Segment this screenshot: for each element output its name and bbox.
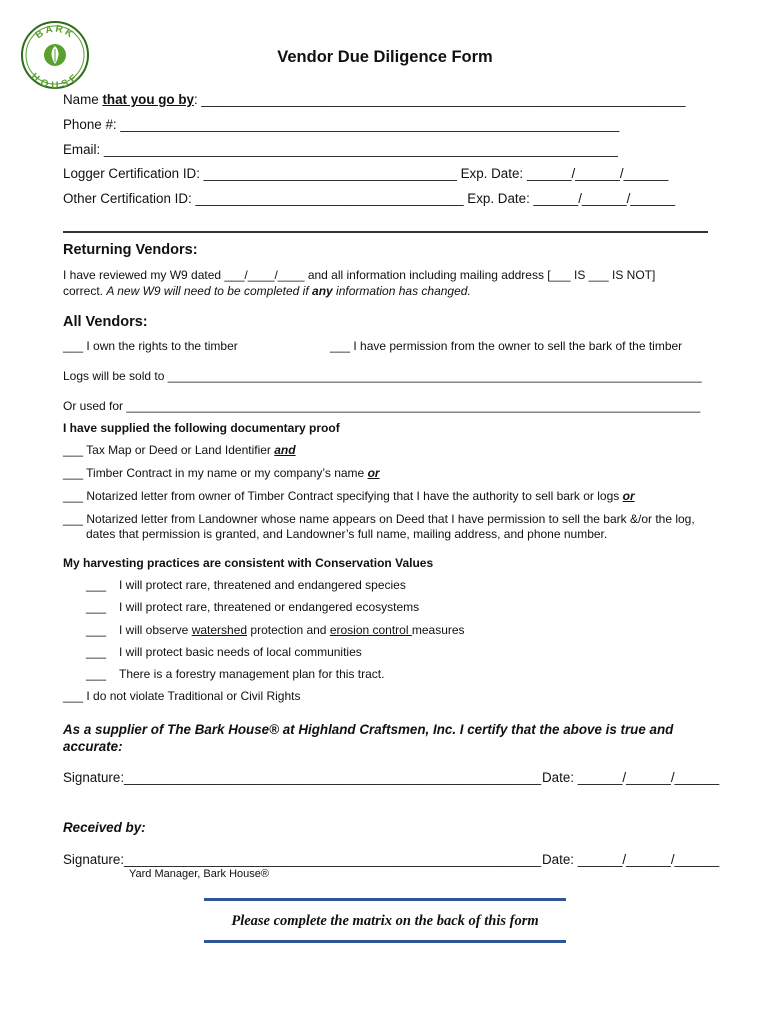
- practice-blank[interactable]: ___: [86, 578, 107, 592]
- practice-watershed: I will observe watershed protection and erosion control measures: [119, 623, 465, 637]
- practice-blank[interactable]: ___: [86, 645, 107, 659]
- logs-sold-to-field[interactable]: Logs will be sold to ________________________________________________________________________________: [63, 369, 702, 383]
- used-for-field[interactable]: Or used for ______________________________________________________________________________________: [63, 399, 701, 413]
- practice-species: I will protect rare, threatened and endangered species: [119, 578, 406, 592]
- all-vendors-heading: All Vendors:: [63, 314, 148, 330]
- note-top-rule: [204, 898, 566, 901]
- manager-signature-field[interactable]: Signature:________________________________________________________: [63, 852, 542, 867]
- vendor-date-field[interactable]: Date: ______/______/______: [542, 770, 720, 785]
- note-bottom-rule: [204, 940, 566, 943]
- back-matrix-note: Please complete the matrix on the back of this form: [231, 913, 539, 929]
- owner-permission-checkbox[interactable]: ___ I have permission from the owner to sell the bark of the timber: [330, 339, 683, 353]
- proof-notarized-landowner-cont: dates that permission is granted, and Landowner’s full name, mailing address, and phone number.: [86, 527, 608, 541]
- practices-heading: My harvesting practices are consistent with Conservation Values: [63, 556, 434, 570]
- proof-notarized-landowner[interactable]: ___ Notarized letter from Landowner whose name appears on Deed that I have permission to sell the bark &/or the log,: [63, 512, 695, 526]
- w9-note-line: correct. A new W9 will need to be completed if any information has changed.: [63, 284, 471, 298]
- received-by-heading: Received by:: [63, 820, 146, 835]
- proof-tax-map[interactable]: ___ Tax Map or Deed or Land Identifier and: [63, 443, 296, 457]
- practice-civil-rights[interactable]: ___ I do not violate Traditional or Civil Rights: [63, 689, 301, 703]
- practice-blank[interactable]: ___: [86, 667, 107, 681]
- yard-manager-caption: Yard Manager, Bark House®: [129, 868, 269, 880]
- phone-field[interactable]: Phone #: ___________________________________________________________________: [63, 117, 620, 132]
- practice-management-plan: There is a forestry management plan for this tract.: [119, 667, 385, 681]
- logo-bottom-text: HOUSE: [28, 71, 82, 90]
- practice-blank[interactable]: ___: [86, 600, 107, 614]
- proof-timber-contract[interactable]: ___ Timber Contract in my name or my company’s name or: [63, 466, 380, 480]
- proof-notarized-owner[interactable]: ___ Notarized letter from owner of Timber Contract specifying that I have the authority to sell bark or logs or: [63, 489, 635, 503]
- practice-ecosystems: I will protect rare, threatened or endangered ecosystems: [119, 600, 420, 614]
- practice-communities: I will protect basic needs of local communities: [119, 645, 362, 659]
- email-field[interactable]: Email: _____________________________________________________________________: [63, 142, 618, 157]
- vendor-signature-field[interactable]: Signature:________________________________________________________: [63, 770, 542, 785]
- proof-heading: I have supplied the following documentary proof: [63, 421, 340, 435]
- logo-top-text: BARK: [33, 23, 77, 42]
- logger-cert-field[interactable]: Logger Certification ID: __________________________________ Exp. Date: ______/______/______: [63, 166, 669, 181]
- practice-blank[interactable]: ___: [86, 623, 107, 637]
- returning-vendors-heading: Returning Vendors:: [63, 242, 198, 258]
- manager-date-field[interactable]: Date: ______/______/______: [542, 852, 720, 867]
- page-title: Vendor Due Diligence Form: [277, 48, 493, 66]
- own-rights-checkbox[interactable]: ___ I own the rights to the timber: [63, 339, 238, 353]
- name-field[interactable]: Name that you go by: _________________________________________________________________: [63, 92, 686, 107]
- other-cert-field[interactable]: Other Certification ID: ____________________________________ Exp. Date: ______/______/______: [63, 191, 676, 206]
- w9-review-line[interactable]: I have reviewed my W9 dated ___/____/____ and all information including mailing address [___ IS ___ IS NOT]: [63, 268, 656, 282]
- certification-statement: As a supplier of The Bark House® at Highland Craftsmen, Inc. I certify that the above is true and accurate:: [63, 722, 674, 754]
- section-divider: [63, 231, 708, 233]
